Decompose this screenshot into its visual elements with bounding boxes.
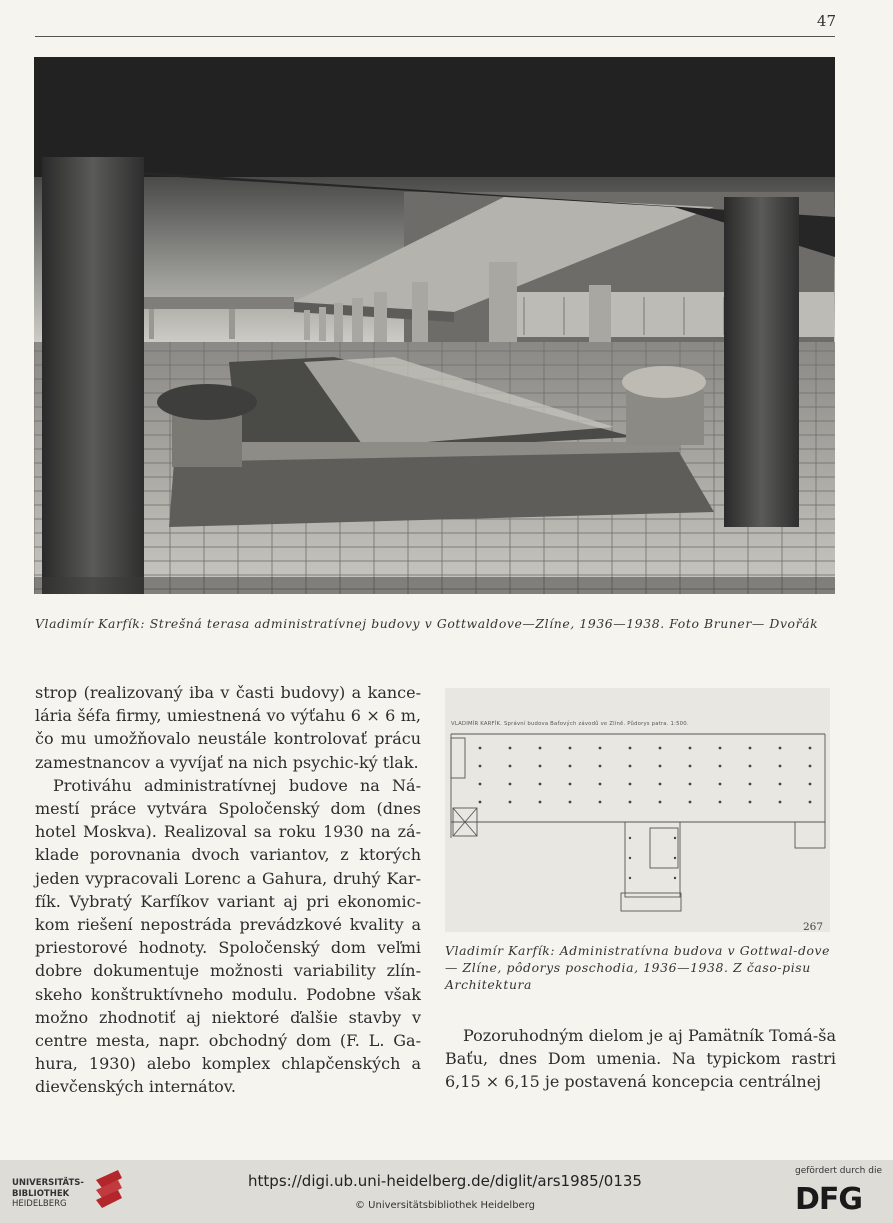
permalink-url[interactable]: https://digi.ub.uni-heidelberg.de/diglit/ars1985/0135: [248, 1172, 642, 1190]
page-number: 47: [816, 12, 836, 30]
left-text-column: [35, 681, 421, 1099]
footer-bar: [0, 1160, 893, 1223]
dfg-logo-text: DFG: [795, 1182, 863, 1214]
plan-title: VLADIMÍR KARFÍK. Správní budova Baťových závodů ve Zlíně. Půdorys patra. 1:500.: [451, 721, 689, 727]
paragraph: Pozoruhodným dielom je aj Pamätník Tomá-ša Baťu, dnes Dom umenia. Na typickom rastri 6,15 × 6,15 je postavená koncepcia centrálnej: [445, 1026, 836, 1092]
photo-caption: Vladimír Karfík: Strešná terasa administratívnej budovy v Gottwaldove—Zlíne, 1936—1938. Foto Bruner— Dvořák: [35, 616, 819, 631]
paragraph: strop (realizovaný iba v časti budovy) a kance-lária šéfa firmy, umiestnená vo výťahu 6 × 6 m, čo mu umožňovalo neustále kontrolovať prácu zamestnancov a vyvíjať na nich psychic-ký tlak.: [35, 683, 421, 772]
copyright-notice: © Universitätsbibliothek Heidelberg: [354, 1200, 535, 1211]
library-name-line: UNIVERSITÄTS-: [12, 1178, 84, 1188]
library-mark-icon: [92, 1166, 126, 1214]
dfg-logo[interactable]: [795, 1180, 881, 1214]
funded-by-label: gefördert durch die: [795, 1166, 882, 1176]
terrace-photo: [34, 57, 835, 594]
header-rule: [35, 36, 835, 37]
figure-number: 267: [803, 921, 824, 933]
paragraph: Protiváhu administratívnej budove na Ná-mestí práce vytvára Spoločenský dom (dnes hotel Moskva). Realizoval sa roku 1930 na zá-klade porovnania dvoch variantov, z ktorých jeden vypracovali Lorenc a Gahura, druhý Kar-fík. Vybratý Karfíkov variant aj pri ekonomic-kom riešení nepostráda prevádzkové kvality a priestorové hodnoty. Spoločenský dom veľmi dobre dokumentuje možnosti variability zlín-skeho konštruktívneho modulu. Podobne však možno zhodnotiť aj niektoré ďalšie stavby v centre mesta, napr. obchodný dom (F. L. Ga-hura, 1930) alebo komplex chlapčenských a dievčenských internátov.: [35, 775, 421, 1097]
plan-caption: Vladimír Karfík: Administratívna budova v Gottwal-dove — Zlíne, pôdorys poschodia, 1936—1938. Z časo-pisu Architektura: [445, 943, 831, 992]
right-text-column: [445, 1024, 836, 1094]
floor-plan-figure: [445, 688, 830, 932]
library-name-line: HEIDELBERG: [12, 1199, 67, 1209]
terrace-photo-graphic: [34, 57, 835, 594]
library-name-line: BIBLIOTHEK: [12, 1188, 70, 1199]
library-logo[interactable]: [12, 1178, 84, 1210]
